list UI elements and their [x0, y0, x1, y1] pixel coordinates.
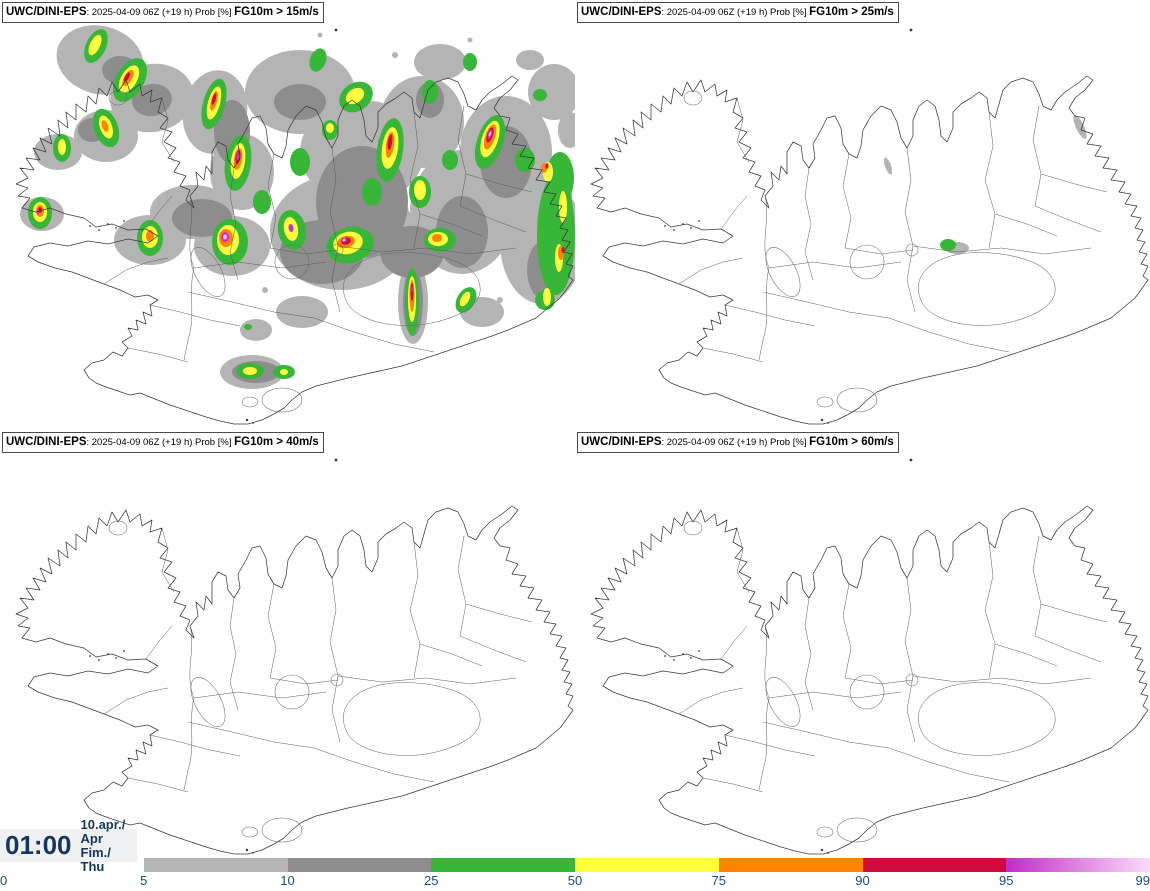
colorbar-tick-label: 10 — [280, 873, 295, 888]
run-info: : 2025-04-09 06Z (+19 h) Prob [%] — [86, 7, 235, 18]
model-label: UWC/DINI-EPS — [581, 6, 662, 18]
forecast-panel-25ms — [575, 0, 1150, 430]
panel-title-15ms — [2, 2, 324, 23]
colorbar-segment-10-25 — [288, 858, 432, 872]
colorbar-tick-label: 75 — [711, 873, 726, 888]
run-info: : 2025-04-09 06Z (+19 h) Prob [%] — [86, 437, 235, 448]
colorbar-segment-90-95 — [863, 858, 1007, 872]
panel-title-60ms — [577, 432, 899, 453]
colorbar-tick-label: 5 — [140, 873, 148, 888]
iceland-map — [0, 430, 575, 860]
colorbar-segment-5-10 — [144, 858, 288, 872]
colorbar-tick-label: 0 — [0, 873, 8, 888]
model-label: UWC/DINI-EPS — [581, 436, 662, 448]
colorbar-tick-label: 95 — [999, 873, 1014, 888]
colorbar-segment-0-5 — [0, 858, 144, 872]
colorbar-segment-25-50 — [431, 858, 575, 872]
threshold-label: FG10m > 40m/s — [234, 436, 319, 448]
model-label: UWC/DINI-EPS — [6, 6, 87, 18]
probability-colorbar — [0, 858, 1150, 891]
iceland-map — [575, 430, 1150, 860]
forecast-panel-40ms — [0, 430, 575, 860]
colorbar-tick-label: 90 — [855, 873, 870, 888]
valid-date-line2: Fim./ Thu — [80, 844, 111, 874]
panel-title-40ms — [2, 432, 324, 453]
colorbar-segment-95-99 — [1006, 858, 1150, 872]
threshold-label: FG10m > 25m/s — [809, 6, 894, 18]
colorbar-segment-50-75 — [575, 858, 719, 872]
model-label: UWC/DINI-EPS — [6, 436, 87, 448]
valid-time: 01:00 — [5, 830, 72, 860]
colorbar-track — [0, 858, 1150, 872]
threshold-label: FG10m > 60m/s — [809, 436, 894, 448]
iceland-map — [575, 0, 1150, 430]
panel-title-25ms — [577, 2, 899, 23]
threshold-label: FG10m > 15m/s — [234, 6, 319, 18]
run-info: : 2025-04-09 06Z (+19 h) Prob [%] — [661, 7, 810, 18]
colorbar-segment-75-90 — [719, 858, 863, 872]
colorbar-tick-label: 25 — [424, 873, 439, 888]
valid-date-line1: 10.apr./ Apr — [80, 816, 126, 846]
colorbar-tick-label: 99 — [1135, 873, 1150, 888]
run-info: : 2025-04-09 06Z (+19 h) Prob [%] — [661, 437, 810, 448]
forecast-panel-15ms — [0, 0, 575, 430]
colorbar-tick-label: 50 — [567, 873, 583, 888]
iceland-map — [0, 0, 575, 430]
colorbar-ticks — [0, 872, 1150, 890]
forecast-panel-60ms — [575, 430, 1150, 860]
